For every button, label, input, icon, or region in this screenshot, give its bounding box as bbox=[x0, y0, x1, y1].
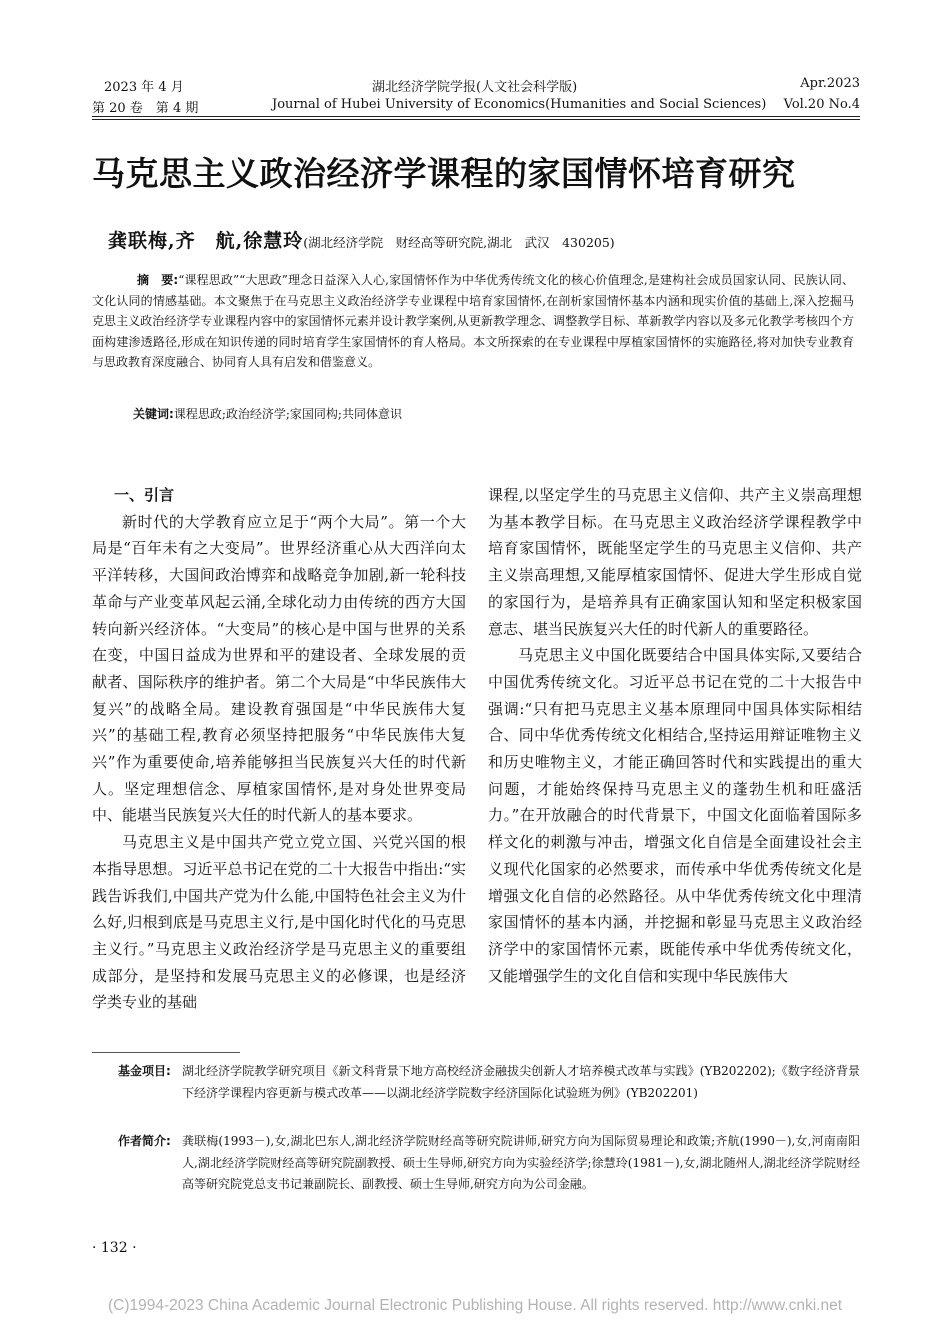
header-rule-bottom bbox=[92, 119, 860, 120]
author-names: 龚联梅,齐 航,徐慧玲 bbox=[108, 230, 304, 252]
author-bio-text: 龚联梅(1993－),女,湖北巴东人,湖北经济学院财经高等研究院讲师,研究方向为国际贸易理论和政策;齐航(1990－),女,河南南阳人,湖北经济学院财经高等研究院副教授、硕士生导师,研究方向为实验经济学;徐慧玲(1981－),女,湖北随州人,湖北经济学院财经高等研究院党总支书记兼副院长、副教授、硕士生导师,研究方向为公司金融。 bbox=[182, 1134, 860, 1191]
body-paragraph: 新时代的大学教育应立足于“两个大局”。第一个大局是“百年未有之大变局”。世界经济重心从大西洋向太平洋转移，大国间政治博弈和战略竞争加剧,新一轮科技革命与产业变革风起云涌,全球化动力由传统的西方大国转向新兴经济体。“大变局”的核心是中国与世界的关系在变，中国日益成为世界和平的建设者、全球发展的贡献者、国际秩序的维护者。第二个大局是“中华民族伟大复兴”的战略全局。建设教育强国是“中华民族伟大复兴”的基础工程,教育必须坚持把服务“中华民族伟大复兴”作为重要使命,培养能够担当民族复兴大任的时代新人。坚定理想信念、厚植家国情怀,是对身处世界变局中、能堪当民族复兴大任的时代新人的基本要求。 bbox=[92, 512, 466, 825]
body-column-right bbox=[488, 482, 862, 989]
abstract bbox=[92, 270, 854, 373]
article-title: 马克思主义政治经济学课程的家国情怀培育研究 bbox=[92, 154, 796, 193]
body-paragraph: 课程,以坚定学生的马克思主义信仰、共产主义崇高理想为基本教学目标。在马克思主义政治经济学课程教学中培育家国情怀，既能坚定学生的马克思主义信仰、共产主义崇高理想,又能厚植家国情怀、促进大学生形成自觉的家国行为，是培养具有正确家国认知和坚定积极家国意志、堪当民族复兴大任的时代新人的重要路径。 bbox=[488, 486, 862, 638]
fund-text: 湖北经济学院教学研究项目《新文科背景下地方高校经济金融拔尖创新人才培养模式改革与实践》(YB202202);《数字经济背景下经济学课程内容更新与模式改革——以湖北经济学院数字经济国际化试验班为例》(YB202201) bbox=[182, 1064, 860, 1100]
keywords-label: 关键词: bbox=[133, 407, 174, 421]
volume-cn: 第 20 卷 第 4 期 bbox=[92, 101, 199, 116]
body-paragraph: 马克思主义中国化既要结合中国具体实际,又要结合中国优秀传统文化。习近平总书记在党的二十大报告中强调:“只有把马克思主义基本原理同中国具体实际相结合、同中华优秀传统文化相结合,坚持运用辩证唯物主义和历史唯物主义，才能正确回答时代和实践提出的重大问题，才能始终保持马克思主义的蓬勃生机和旺盛活力。”在开放融合的时代背景下，中国文化面临着国际多样文化的刺激与冲击，增强文化自信是全面建设社会主义现代化国家的必然要求，而传承中华优秀传统文化是增强文化自信的必然路径。从中华优秀传统文化中理清家国情怀的基本内涵，并挖掘和彰显马克思主义政治经济学中的家国情怀元素，既能传承中华优秀传统文化，又能增强学生的文化自信和实现中华民族伟大 bbox=[488, 646, 862, 985]
footnote-fund bbox=[92, 1061, 860, 1104]
page-number: · 132 · bbox=[92, 1240, 137, 1256]
section-heading-introduction: 一、引言 bbox=[114, 486, 175, 504]
issue-date-cn: 2023 年 4 月 bbox=[104, 80, 184, 95]
fund-label: 基金项目: bbox=[118, 1064, 171, 1078]
abstract-text: “课程思政”“大思政”理念日益深入人心,家国情怀作为中华优秀传统文化的核心价值理念,是建构社会成员国家认同、民族认同、文化认同的情感基础。本文聚焦于在马克思主义政治经济学专业课程中培育家国情怀,在剖析家国情怀基本内涵和现实价值的基础上,深入挖掘马克思主义政治经济学专业课程内容中的家国情怀元素并设计教学案例,从更新教学理念、调整教学目标、革新教学内容以及多元化教学考核四个方面构建渗透路径,形成在知识传递的同时培育学生家国情怀的育人格局。本文所探索的在专业课程中厚植家国情怀的实施路径,将对加快专业教育与思政教育深度融合、协同育人具有启发和借鉴意义。 bbox=[92, 273, 854, 369]
footnote-rule bbox=[92, 1052, 240, 1053]
author-affiliation: (湖北经济学院 财经高等研究院,湖北 武汉 430205) bbox=[303, 235, 615, 250]
keywords bbox=[92, 404, 895, 425]
journal-name-en: Journal of Hubei University of Economics(Humanities and Social Sciences) bbox=[272, 97, 767, 112]
body-column-left bbox=[92, 482, 466, 1016]
journal-name-cn: 湖北经济学院学报(人文社会科学版) bbox=[372, 80, 578, 95]
abstract-label: 摘 要: bbox=[137, 273, 179, 287]
author-bio-label: 作者简介: bbox=[118, 1134, 171, 1148]
author-line bbox=[108, 226, 615, 253]
header-rule-top bbox=[92, 116, 860, 117]
issue-date-en: Apr.2023 bbox=[800, 76, 860, 91]
footnote-authors bbox=[92, 1131, 860, 1196]
keywords-text: 课程思政;政治经济学;家国同构;共同体意识 bbox=[173, 407, 402, 421]
copyright-watermark: (C)1994-2023 China Academic Journal Electronic Publishing House. All rights reserved. http://www.cnki.net bbox=[107, 1297, 843, 1314]
body-paragraph: 马克思主义是中国共产党立党立国、兴党兴国的根本指导思想。习近平总书记在党的二十大报告中指出:“实践告诉我们,中国共产党为什么能,中国特色社会主义为什么好,归根到底是马克思主义行,是中国化时代化的马克思主义行。”马克思主义政治经济学是马克思主义的重要组成部分，是坚持和发展马克思主义的必修课，也是经济学类专业的基础 bbox=[92, 833, 466, 1012]
volume-en: Vol.20 No.4 bbox=[783, 97, 860, 112]
